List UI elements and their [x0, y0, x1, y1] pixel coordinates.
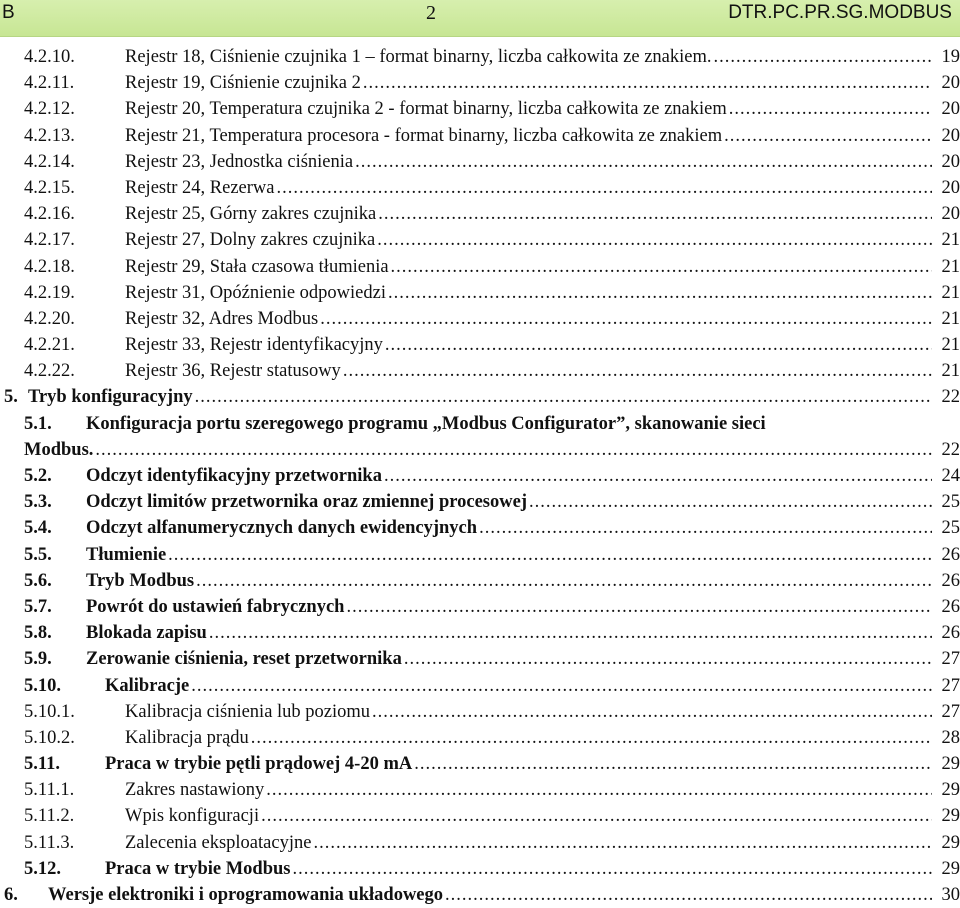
document-code: DTR.PC.PR.SG.MODBUS [728, 2, 952, 23]
toc-entry[interactable] [0, 673, 960, 699]
dot-leader [414, 751, 932, 777]
toc-entry-body [86, 594, 960, 620]
dot-leader [377, 227, 932, 253]
toc-entry-body [125, 803, 960, 829]
toc-entry-title: Rejestr 23, Jednostka ciśnienia [125, 151, 354, 172]
dot-leader [293, 856, 933, 882]
toc-entry-title: Rejestr 31, Opóźnienie odpowiedzi [125, 282, 386, 303]
toc-entry-number: 4.2.12. [24, 99, 75, 120]
toc-entry-number: 4.2.19. [24, 282, 75, 303]
toc-entry-body [125, 306, 960, 332]
toc-entry-title: Rejestr 36, Rejestr statusowy [125, 361, 341, 382]
toc-entry-number: 5.5. [24, 544, 52, 565]
toc-entry-title: Wersje elektroniki i oprogramowania układowego [48, 885, 444, 906]
toc-entry-title: Rejestr 24, Rezerwa [125, 177, 275, 198]
toc-entry-body [125, 96, 960, 122]
dot-leader [391, 254, 932, 280]
toc-entry-page: 21 [941, 256, 960, 277]
toc-entry-page: 26 [941, 623, 960, 644]
toc-entry-number: 5.10.1. [24, 701, 75, 722]
toc-entry-page: 22 [941, 387, 960, 408]
toc-entry-body [125, 123, 960, 149]
toc-entry-number: 6. [4, 885, 18, 906]
toc-entry-page: 30 [941, 885, 960, 906]
toc-entry-number: 5.7. [24, 596, 52, 617]
toc-entry-page: 29 [941, 832, 960, 853]
toc-entry[interactable] [0, 646, 960, 672]
dot-leader [384, 463, 932, 489]
toc-entry-page: 27 [941, 675, 960, 696]
toc-entry-title: Praca w trybie Modbus [105, 858, 291, 879]
toc-entry-number: 4.2.11. [24, 73, 75, 94]
table-of-contents [0, 44, 960, 908]
toc-entry-body [125, 227, 960, 253]
dot-leader [320, 306, 932, 332]
toc-entry-body [105, 751, 960, 777]
toc-entry-title: Praca w trybie pętli prądowej 4-20 mA [105, 754, 413, 775]
toc-entry-title: Zerowanie ciśnienia, reset przetwornika [86, 649, 402, 670]
toc-entry[interactable] [0, 44, 960, 70]
toc-entry[interactable] [0, 332, 960, 358]
toc-entry-title: Blokada zapisu [86, 623, 207, 644]
toc-entry[interactable] [0, 542, 960, 568]
dot-leader [168, 542, 932, 568]
toc-entry-body [86, 463, 960, 489]
toc-entry-page: 25 [941, 492, 960, 513]
toc-entry-body [86, 620, 960, 646]
toc-entry-number: 4.2.14. [24, 151, 75, 172]
toc-entry-title-cont: Modbus. [24, 439, 94, 460]
dot-leader [404, 646, 932, 672]
toc-entry-number: 5.11.2. [24, 806, 75, 827]
toc-entry-body [125, 830, 960, 856]
toc-entry[interactable] [0, 201, 960, 227]
toc-entry-page: 20 [941, 177, 960, 198]
toc-entry-number: 5.10. [24, 675, 61, 696]
toc-entry-body [125, 332, 960, 358]
toc-entry-number: 5.11. [24, 754, 60, 775]
dot-leader [343, 358, 932, 384]
toc-entry[interactable] [0, 699, 960, 725]
dot-leader [346, 594, 932, 620]
toc-entry-title: Tryb Modbus [86, 570, 195, 591]
toc-entry-body [125, 280, 960, 306]
toc-entry-page: 27 [941, 701, 960, 722]
toc-entry-title: Odczyt alfanumerycznych danych ewidencyjnych [86, 518, 478, 539]
toc-entry-page: 20 [941, 99, 960, 120]
toc-entry-number: 4.2.16. [24, 204, 75, 225]
dot-leader [363, 70, 932, 96]
toc-entry-body [86, 542, 960, 568]
dot-leader [196, 568, 932, 594]
toc-entry-title: Rejestr 33, Rejestr identyfikacyjny [125, 335, 383, 356]
toc-entry-title: Wpis konfiguracji [125, 806, 260, 827]
toc-entry[interactable] [0, 358, 960, 384]
toc-entry-body [125, 201, 960, 227]
toc-entry-page: 20 [941, 151, 960, 172]
toc-entry-page: 20 [941, 125, 960, 146]
dot-leader [378, 201, 932, 227]
toc-entry[interactable] [0, 254, 960, 280]
toc-entry[interactable] [0, 856, 960, 882]
toc-entry-title: Powrót do ustawień fabrycznych [86, 596, 345, 617]
dot-leader [724, 123, 932, 149]
toc-entry-number: 5.6. [24, 570, 52, 591]
toc-entry-number: 4.2.18. [24, 256, 75, 277]
toc-entry-number: 5.11.3. [24, 832, 75, 853]
toc-entry-number: 4.2.10. [24, 47, 75, 67]
toc-entry-page: 26 [941, 544, 960, 565]
toc-entry[interactable] [0, 803, 960, 829]
toc-entry-page: 21 [941, 361, 960, 382]
toc-entry-body [125, 358, 960, 384]
toc-entry-page: 29 [941, 858, 960, 879]
toc-entry-number: 4.2.13. [24, 125, 75, 146]
dot-leader [95, 437, 932, 463]
dot-leader [251, 725, 932, 751]
toc-entry-body [86, 568, 960, 594]
toc-entry-number: 4.2.17. [24, 230, 75, 251]
toc-entry[interactable] [0, 620, 960, 646]
toc-entry-number: 5.12. [24, 858, 61, 879]
toc-entry-page: 20 [941, 73, 960, 94]
dot-leader [529, 489, 932, 515]
toc-entry-title: Rejestr 21, Temperatura procesora - format binarny, liczba całkowita ze znakiem [125, 125, 723, 146]
toc-entry-number: 5.10.2. [24, 727, 75, 748]
toc-entry-page: 25 [941, 518, 960, 539]
page-number: 2 [426, 2, 436, 24]
toc-entry-title: Kalibracja ciśnienia lub poziomu [125, 701, 371, 722]
toc-entry-number: 5.8. [24, 623, 52, 644]
toc-entry[interactable] [0, 96, 960, 122]
toc-entry[interactable] [0, 489, 960, 515]
toc-entry[interactable] [0, 594, 960, 620]
toc-entry[interactable] [0, 830, 960, 856]
toc-entry-page: 24 [941, 466, 960, 487]
header-left-text: B [2, 2, 15, 23]
dot-leader [729, 96, 932, 122]
toc-entry-title: Tłumienie [86, 544, 167, 565]
toc-entry-number: 5.1. [24, 413, 52, 434]
toc-entry-title: Rejestr 27, Dolny zakres czujnika [125, 230, 376, 251]
toc-entry-title: Zalecenia eksploatacyjne [125, 832, 312, 853]
toc-entry-title: Konfiguracja portu szeregowego programu „Modbus Configurator”, skanowanie sieci [86, 413, 766, 434]
toc-entry-page: 22 [941, 439, 960, 460]
toc-entry-body [125, 777, 960, 803]
dot-leader [261, 803, 932, 829]
toc-entry[interactable] [0, 123, 960, 149]
toc-entry-page: 27 [941, 649, 960, 670]
toc-entry-page: 21 [941, 308, 960, 329]
toc-entry-number: 5.2. [24, 466, 52, 487]
toc-entry-wrapped[interactable] [0, 411, 960, 463]
dot-leader [479, 515, 932, 541]
toc-entry-page: 28 [941, 727, 960, 748]
toc-entry-body [125, 254, 960, 280]
toc-entry-page: 21 [941, 282, 960, 303]
toc-entry[interactable] [0, 227, 960, 253]
toc-entry[interactable] [0, 280, 960, 306]
dot-leader [191, 673, 932, 699]
toc-entry-number: 4.2.15. [24, 177, 75, 198]
toc-entry[interactable] [0, 70, 960, 96]
page-header [0, 0, 960, 37]
toc-entry-page: 29 [941, 780, 960, 801]
toc-entry-body [86, 489, 960, 515]
toc-entry[interactable] [0, 882, 960, 908]
toc-entry[interactable] [0, 175, 960, 201]
toc-entry[interactable] [0, 384, 960, 410]
toc-entry-body [125, 149, 960, 175]
toc-entry-body [125, 725, 960, 751]
toc-entry-body [125, 699, 960, 725]
toc-entry-number: 5.11.1. [24, 780, 75, 801]
toc-entry-title: Zakres nastawiony [125, 780, 265, 801]
toc-entry[interactable] [0, 777, 960, 803]
dot-leader [713, 44, 932, 70]
dot-leader [195, 384, 932, 410]
toc-entry-title: Odczyt limitów przetwornika oraz zmiennej procesowej [86, 492, 527, 513]
toc-entry-title: Kalibracje [105, 675, 190, 696]
toc-entry-body [105, 856, 960, 882]
toc-entry-body [24, 437, 960, 463]
dot-leader [445, 882, 932, 908]
toc-entry[interactable] [0, 149, 960, 175]
toc-entry-title: Rejestr 18, Ciśnienie czujnika 1 – format binarny, liczba całkowita ze znakiem. [125, 47, 712, 67]
toc-entry-number: 4.2.21. [24, 335, 75, 356]
toc-entry-title: Rejestr 29, Stała czasowa tłumienia [125, 256, 389, 277]
toc-entry-body [86, 515, 960, 541]
toc-entry[interactable] [0, 568, 960, 594]
toc-entry-number: 5.4. [24, 518, 52, 539]
toc-entry[interactable] [0, 306, 960, 332]
toc-entry-number: 5.9. [24, 649, 52, 670]
dot-leader [276, 175, 932, 201]
toc-entry-number: 5.3. [24, 492, 52, 513]
toc-entry-number: 4.2.22. [24, 361, 75, 382]
toc-entry-title: Rejestr 25, Górny zakres czujnika [125, 204, 377, 225]
toc-entry-page: 21 [941, 335, 960, 356]
toc-entry-body [125, 44, 960, 70]
toc-entry-page: 26 [941, 596, 960, 617]
toc-entry-body [125, 175, 960, 201]
toc-entry-page: 19 [941, 47, 960, 67]
toc-entry-title: Odczyt identyfikacyjny przetwornika [86, 466, 382, 487]
toc-entry-body [28, 384, 960, 410]
dot-leader [355, 149, 932, 175]
toc-entry-body [48, 882, 960, 908]
toc-entry-title: Rejestr 19, Ciśnienie czujnika 2 [125, 73, 361, 94]
toc-entry-title: Tryb konfiguracyjny [28, 387, 193, 408]
toc-entry[interactable] [0, 463, 960, 489]
dot-leader [313, 830, 932, 856]
toc-entry-body [125, 70, 960, 96]
toc-entry-page: 21 [941, 230, 960, 251]
dot-leader [372, 699, 932, 725]
toc-entry-page: 29 [941, 806, 960, 827]
toc-entry[interactable] [0, 515, 960, 541]
toc-entry-page: 26 [941, 570, 960, 591]
toc-entry-body [105, 673, 960, 699]
toc-entry-title: Rejestr 20, Temperatura czujnika 2 - format binarny, liczba całkowita ze znakiem [125, 99, 727, 120]
dot-leader [388, 280, 932, 306]
toc-entry-number: 4.2.20. [24, 308, 75, 329]
dot-leader [209, 620, 932, 646]
toc-entry-page: 29 [941, 754, 960, 775]
toc-entry-title: Rejestr 32, Adres Modbus [125, 308, 319, 329]
toc-entry[interactable] [0, 751, 960, 777]
toc-entry-title: Kalibracja prądu [125, 727, 249, 748]
dot-leader [266, 777, 932, 803]
toc-entry-number: 5. [4, 387, 18, 408]
toc-entry-body [86, 646, 960, 672]
toc-entry-page: 20 [941, 204, 960, 225]
dot-leader [385, 332, 932, 358]
toc-entry[interactable] [0, 725, 960, 751]
